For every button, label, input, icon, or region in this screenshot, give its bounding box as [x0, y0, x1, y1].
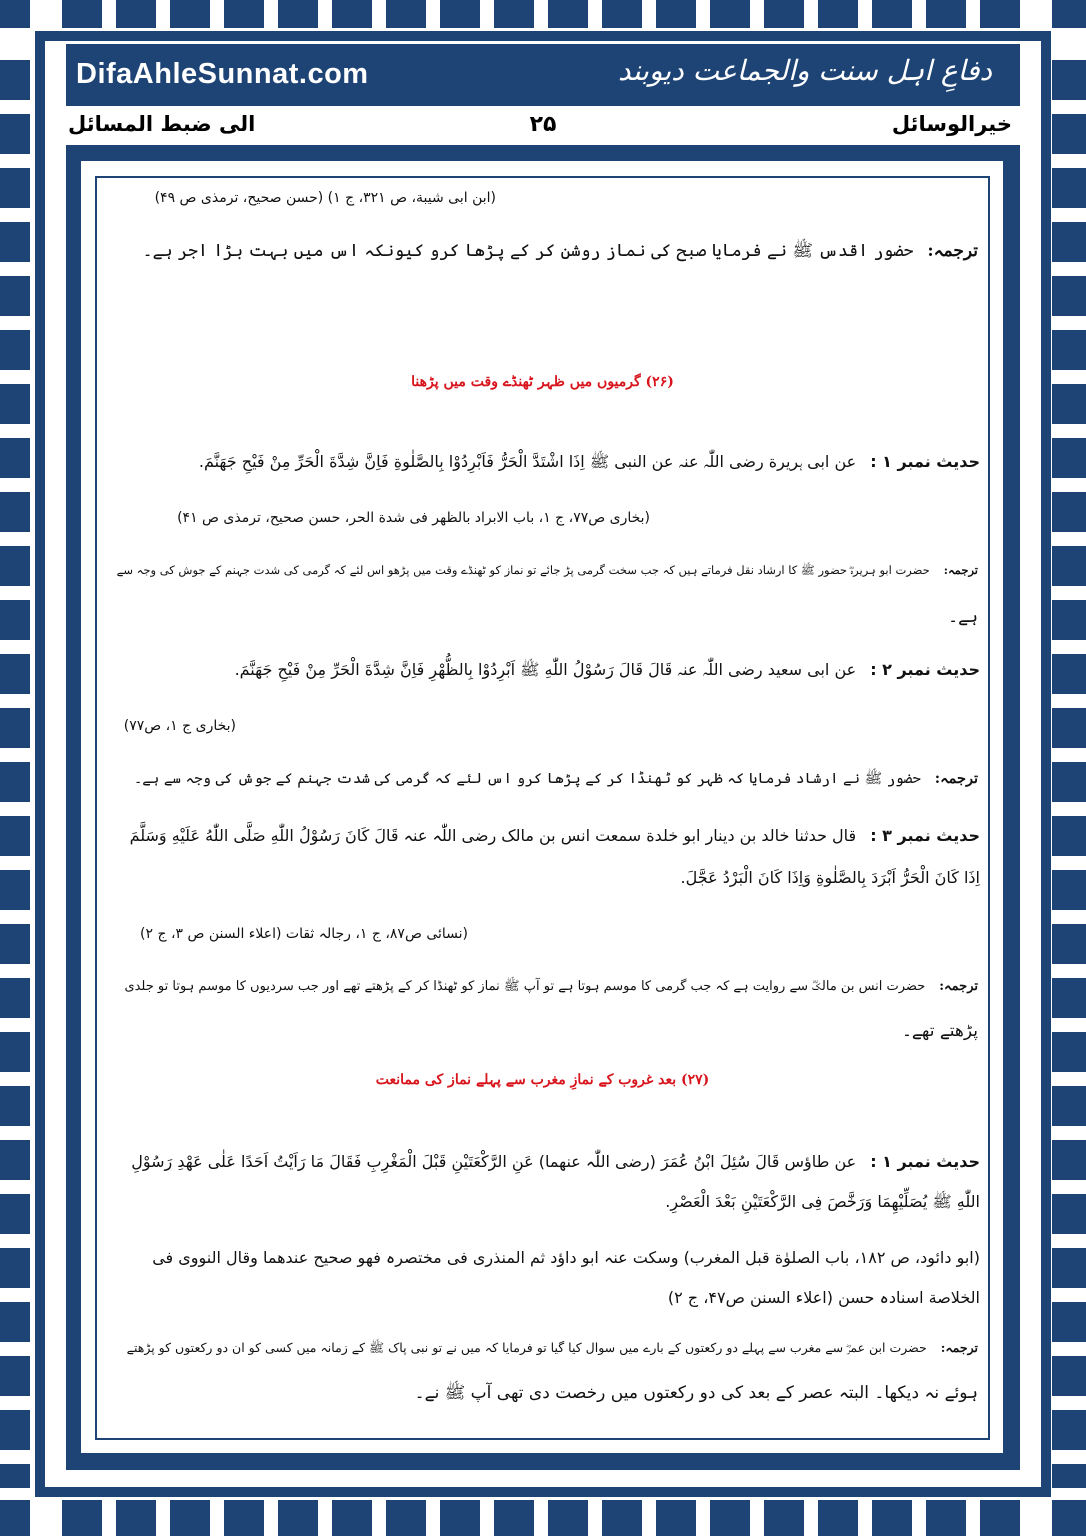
hadith-line — [199, 452, 980, 475]
reference-line: (ابو دائود، ص ۱۸۲، باب الصلوٰة قبل المغرب) وسکت عنہ ابو داؤد ثم المنذری فی مختصرہ فهو صحیح عندهما وقال النووی فی — [152, 1248, 980, 1267]
translation-line — [143, 240, 978, 265]
hadith-line — [131, 1152, 980, 1171]
translation-line — [127, 1340, 978, 1359]
hadith-label: حدیث نمبر ۱ : — [870, 1152, 980, 1171]
reference-line: (بخاری ص۷۷، ج ۱، باب الابراد بالظهر فی شدة الحر، حسن صحیح، ترمذی ص ۴۱) — [177, 510, 650, 526]
hadith-label: حدیث نمبر ۱ : — [870, 452, 980, 471]
hadith-text: عن طاؤس قَالَ سُئِلَ ابْنُ عُمَرَ (رضی اللّٰہ عنهما) عَنِ الرَّكْعَتَيْنِ قَبْلَ الْمَغْرِبِ فَقَالَ مَا رَاَيْتُ اَحَدًا عَلٰى عَهْدِ رَسُوْلِ — [131, 1152, 857, 1171]
translation-line — [124, 978, 978, 997]
hadith-label: حدیث نمبر ۲ : — [870, 660, 980, 679]
section-heading-26: (۲۶) گرمیوں میں ظہر ٹھنڈے وقت میں پڑھنا — [411, 374, 674, 390]
reference-line-cont: الخلاصة اسنادہ حسن (اعلاء السنن ص۴۷، ج ۲) — [667, 1288, 980, 1307]
site-title: دفاعِ اہل سنت والجماعت دیوبند — [618, 54, 992, 87]
translation-label: ترجمہ: — [934, 770, 978, 787]
hadith-line — [235, 660, 980, 683]
hadith-label: حدیث نمبر ۳ : — [870, 826, 980, 845]
book-subtitle: الی ضبط المسائل — [68, 112, 256, 136]
reference-line: (نسائی ص۸۷، ج ۱، رجالہ ثقات (اعلاء السنن ص ۳، ج ۲) — [140, 926, 468, 942]
section-heading-27: (۲۷) بعد غروب کے نمازِ مغرب سے پہلے نماز کی ممانعت — [375, 1072, 710, 1088]
hadith-line-cont: اللّٰهِ ﷺ يُصَلِّيْهِمَا وَرَخَّصَ فِى الرَّكْعَتَيْنِ بَعْدَ الْعَصْرِ. — [665, 1192, 980, 1211]
translation-text: حضور ﷺ نے ارشاد فرمایا کہ ظہر کو ٹھنڈا کر کے پڑھا کرو اس لئے کہ گرمی کی شدت جہنم کے جوش کی وجہ سے ہے۔ — [133, 771, 921, 787]
translation-text: حضرت انس بن مالکؓ سے روایت ہے کہ جب گرمی کا موسم ہوتا ہے تو آپ ﷺ نماز کو ٹھنڈا کر کے پڑھتے تھے اور جب سردیوں کا موسم ہوتا تو جلدی — [124, 979, 926, 994]
site-header — [66, 44, 1020, 106]
hadith-text: عن ابی سعید رضی اللّٰہ عنہ قَالَ قَالَ رَسُوْلُ اللّٰهِ ﷺ اَبْرِدُوْا بِالظُّهْرِ فَاِنَّ شِدَّةَ الْحَرِّ مِنْ فَیْحِ جَهَنَّمَ. — [234, 660, 857, 679]
page-number: ۲۵ — [529, 112, 557, 137]
hadith-line — [130, 826, 980, 845]
hadith-text: قال حدثنا خالد بن دینار ابو خلدة سمعت انس بن مالک رضی اللّٰہ عنہ قَالَ کَانَ رَسُوْلُ اللّٰهِ صَلَّى اللّٰهُ عَلَيْهِ وَسَلَّمَ — [129, 826, 857, 845]
translation-line — [117, 563, 978, 580]
translation-line — [134, 770, 978, 791]
site-url-link[interactable]: DifaAhleSunnat.com — [76, 58, 369, 90]
translation-label: ترجمہ: — [927, 241, 978, 261]
reference-line: (ابن ابی شیبة، ص ۳۲۱، ج ۱) (حسن صحیح، ترمذی ص ۴۹) — [154, 190, 496, 206]
book-title: خیرالوسائل — [891, 112, 1012, 136]
hadith-line-cont: اِذَا كَانَ الْحَرُّ اَبْرَدَ بِالصَّلٰوةِ وَاِذَا كَانَ الْبَرْدُ عَجَّلَ. — [680, 868, 980, 887]
translation-text: حضرت ابو ہریرہؓ حضور ﷺ کا ارشاد نقل فرماتے ہیں کہ جب سخت گرمی پڑ جائے تو نماز کو ٹھنڈے وقت میں پڑھو اس لئے کہ گرمی کی شدت جہنم کے جوش کی وجہ سے — [116, 563, 930, 577]
translation-text: حضرت ابن عمرؓ سے مغرب سے پہلے دو رکعتوں کے بارے میں سوال کیا گیا تو فرمایا کہ میں نے تو نبی پاک ﷺ کے زمانہ میں کسی کو ان دو رکعتوں کو پڑھتے — [126, 1340, 927, 1355]
translation-label: ترجمہ: — [943, 563, 978, 577]
translation-text: حضور اقدس ﷺ نے فرمایا صبح کی نماز روشن کر کے پڑھا کرو کیونکہ اس میں بہت بڑا اجر ہے۔ — [142, 241, 914, 261]
translation-line-cont: ہوئے نہ دیکھا۔ البتہ عصر کے بعد کی دو رکعتوں میں رخصت دی تھی آپ ﷺ نے۔ — [414, 1383, 978, 1403]
translation-line-cont: پڑھتے تھے۔ — [901, 1021, 978, 1041]
translation-label: ترجمہ: — [940, 1340, 978, 1355]
translation-label: ترجمہ: — [939, 979, 978, 994]
hadith-text: عن ابی ہریرة رضی اللّٰہ عنہ عن النبی ﷺ اِذَا اشْتَدَّ الْحَرُّ فَاَبْرِدُوْا بِالصَّلٰوةِ فَاِنَّ شِدَّةَ الْحَرِّ مِنْ فَیْحِ جَهَنَّمَ. — [198, 452, 857, 471]
book-subheader — [66, 108, 1020, 142]
reference-line: (بخاری ج ۱، ص۷۷) — [123, 718, 236, 734]
translation-line-cont: ہے۔ — [948, 607, 978, 627]
